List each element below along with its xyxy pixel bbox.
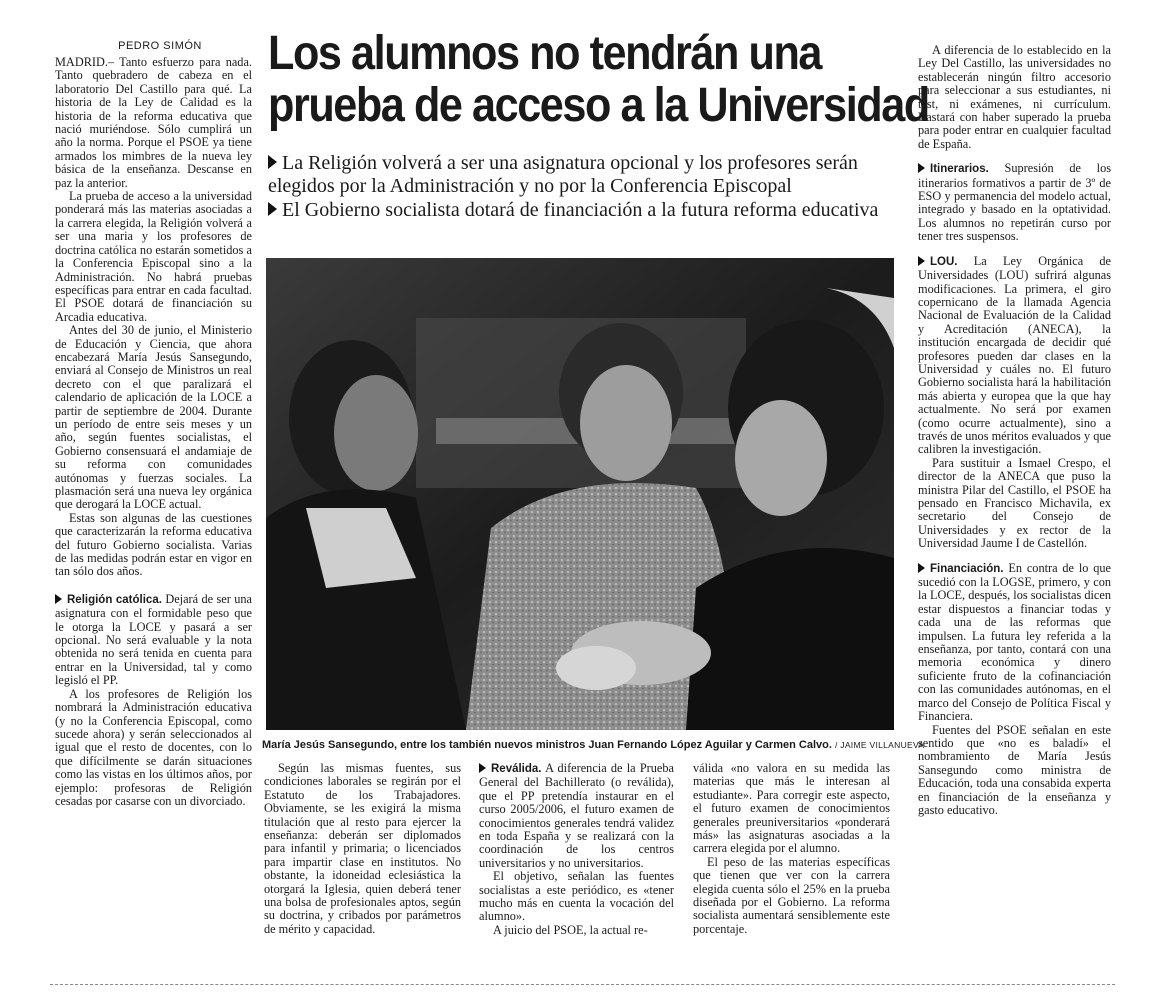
- paragraph: [918, 255, 1111, 457]
- subheading-lou: LOU.: [930, 255, 958, 268]
- paragraph: Antes del 30 de junio, el Ministerio de Educación y Ciencia, que ahora encabezará María Jesús Sansegundo, enviará al Consejo de Ministros un real decreto con el que paralizará el calendario de aplicación de la LOCE a partir de septiembre de 2004. Durante un período de entre seis meses y un año, según fuentes socialistas, el Gobierno consensuará el andamiaje de su reforma con comunidades autónomas y fuerzas sociales. La plasmación será una nueva ley orgánica que derogará la LOCE actual.: [55, 323, 252, 512]
- bullet-triangle-icon: [918, 256, 925, 266]
- subheading-financiacion: Financiación.: [930, 562, 1004, 575]
- news-photo-illustration: [266, 258, 894, 730]
- byline: PEDRO SIMÓN: [118, 40, 202, 52]
- subheading-revalida: Reválida.: [491, 763, 542, 775]
- paragraph: A los profesores de Religión los nombrará la Administración educativa (y no la Conferencia Episcopal, como sucede ahora) y serán seleccionados al igual que el resto de docentes, con lo que difícilmente se darán situaciones como las vistas en los últimos años, por ejemplo: profesoras de Religión cesadas por casarse con un divorciado.: [55, 686, 252, 808]
- caption-text: María Jesús Sansegundo, entre los también nuevos ministros Juan Fernando López Aguilar y Carmen Calvo.: [262, 739, 832, 751]
- article-column-1: [55, 56, 252, 808]
- deck-item-1: [268, 152, 908, 198]
- paragraph: válida «no valora en su medida las materias que más le interesan al estudiante». Para corregir este aspecto, el futuro examen de conocimientos generales preuniversitarios «ponderará más» las asignaturas asociadas a la carrera elegida por el alumno.: [693, 761, 890, 856]
- deck-item-2: [268, 199, 908, 222]
- bullet-triangle-icon: [268, 202, 277, 216]
- paragraph: [918, 162, 1111, 243]
- paragraph: [55, 593, 252, 688]
- photo-caption: [262, 738, 925, 752]
- paragraph-text: Supresión de los itinerarios formativos a partir de 3º de ESO y permanencia del modelo actual, integrado y basado en la optatividad. Los alumnos no repetirán curso por tener tres suspensos.: [918, 161, 1112, 244]
- paragraph-text: La Ley Orgánica de Universidades (LOU) sufrirá algunas modificaciones. La primera, el giro copernicano de la llamada Agencia Nacional de Evaluación de la Calidad y Acreditación (ANECA), la institución encargada de decidir qué profesores pueden dar clases en la Universidad y cuáles no. El futuro Gobierno socialista hará la habilitación más abierta y europea que la que hay actualmente. No será por examen (como ocurre actualmente), sino a través de unos méritos evaluados y que calibren la investigación.: [918, 253, 1111, 457]
- paragraph: A juicio del PSOE, la actual re-: [493, 922, 648, 937]
- bullet-triangle-icon: [479, 763, 486, 773]
- headline-line-1: Los alumnos no tendrán una: [268, 27, 822, 80]
- paragraph: El objetivo, señalan las fuentes socialistas a este periódico, es «tener mucho más en cuenta la vocación del alumno».: [479, 869, 674, 924]
- paragraph: Para sustituir a Ismael Crespo, el director de la ANECA que puso la ministra Pilar del Castillo, el PSOE ha pensado en Francisco Michavila, ex secretario del Consejo de Universidades y ex rector de la Universidad Jaume I de Castellón.: [918, 455, 1111, 551]
- article-column-4: [693, 762, 890, 936]
- subheading-religion: Religión católica.: [67, 593, 162, 606]
- bullet-triangle-icon: [918, 163, 925, 173]
- bullet-triangle-icon: [918, 563, 925, 573]
- paragraph: [479, 762, 674, 870]
- paragraph: A diferencia de lo establecido en la Ley Del Castillo, las universidades no establecerán ningún filtro accesorio para seleccionar a sus estudiantes, ni test, ni exámenes, ni currículum. Bastará con haber superado la prueba para poder entrar en cualquier facultad de España.: [918, 43, 1111, 151]
- article-column-5: [918, 44, 1111, 817]
- headline: [268, 27, 929, 132]
- paragraph: Fuentes del PSOE señalan en este sentido que «no es baladí» el nombramiento de María Jesús Sansegundo como ministra de Educación, toda una consabida experta en financiación de la enseñanza y gasto educativo.: [918, 722, 1111, 817]
- paragraph: El peso de las materias específicas que tienen que ver con la carrera elegida cuenta sólo el 25% en la prueba diseñada por el Gobierno. La reforma socialista aumentará sensiblemente este porcentaje.: [693, 854, 890, 936]
- article-column-2: [264, 762, 461, 936]
- paragraph: Estas son algunas de las cuestiones que caracterizarán la reforma educativa del futuro Gobierno socialista. Varias de las medidas podrán estar en vigor en tan sólo dos años.: [55, 510, 252, 579]
- paragraph: Según las mismas fuentes, sus condiciones laborales se regirán por el Estatuto de los Trabajadores. Obviamente, se les exigirá la misma titulación que al resto para ejercer la enseñanza: deberán ser diplomados para infantil y primaria; o licenciados para impartir clase en institutos. No obstante, la idoneidad eclesiástica la otorgará la Iglesia, quien deberá tener una bolsa de profesionales aptos, según su doctrina, y cribados por parámetros de mérito y capacidad.: [264, 761, 461, 936]
- deck-text-1: La Religión volverá a ser una asignatura opcional y los profesores serán elegidos por la Administración y no por la Conferencia Episcopal: [268, 152, 858, 197]
- deck-text-2: El Gobierno socialista dotará de financiación a la futura reforma educativa: [282, 199, 879, 221]
- subheading-itinerarios: Itinerarios.: [930, 163, 989, 176]
- paragraph: La prueba de acceso a la universidad ponderará más las materias asociadas a la carrera elegida, la Religión volverá a ser una maria y los profesores de doctrina católica no estarán sometidos a la Conferencia Episcopal sino a la Administración. No habrá pruebas específicas para entrar en cada facultad. El PSOE dotará de financiación su Arcadia educativa.: [55, 189, 252, 324]
- paragraph: [918, 562, 1111, 724]
- bullet-triangle-icon: [55, 594, 62, 604]
- bottom-rule: [50, 984, 1115, 985]
- paragraph: MADRID.– Tanto esfuerzo para nada. Tanto quebradero de cabeza en el laboratorio Del Castillo para qué. La historia de la Ley de Calidad es la historia de la reforma educativa que nació muriéndose. Sólo cumplirá un año la norma. Porque el PSOE ya tiene armados los mimbres de la nueva ley básica de la enseñanza. Descanse en paz la anterior.: [55, 55, 252, 190]
- article-column-3: [479, 762, 674, 937]
- paragraph-text: A diferencia de la Prueba General del Bachillerato (o reválida), que el PP pretendía instaurar en el curso 2005/2006, el futuro examen de conocimientos generales tendrá validez en toda España y se realizará con la coordinación de los centros universitarios y no universitarios.: [479, 761, 674, 870]
- headline-line-2: prueba de acceso a la Universidad: [268, 79, 929, 132]
- news-photo: [266, 258, 894, 730]
- paragraph-text: Dejará de ser una asignatura con el formidable peso que le otorga la LOCE y pasará a ser opcional. No será evaluable y la nota obtenida no será tenida en cuenta para entrar en la Universidad, tal y como legisló el PP.: [55, 591, 252, 688]
- bullet-triangle-icon: [268, 155, 277, 169]
- paragraph-text: En contra de lo que sucedió con la LOGSE, primero, y con la LOCE, después, los socialistas dicen estar dispuestos a financiar todas y cada una de las reformas que impulsen. La futura ley referida a la enseñanza, por tanto, contará con una memoria económica y dinero suficiente fruto de la cofinanciación con las comunidades autónomas, en el marco del Consejo de Política Fiscal y Financiera.: [918, 560, 1112, 724]
- photo-credit: / JAIME VILLANUEVA: [834, 740, 925, 750]
